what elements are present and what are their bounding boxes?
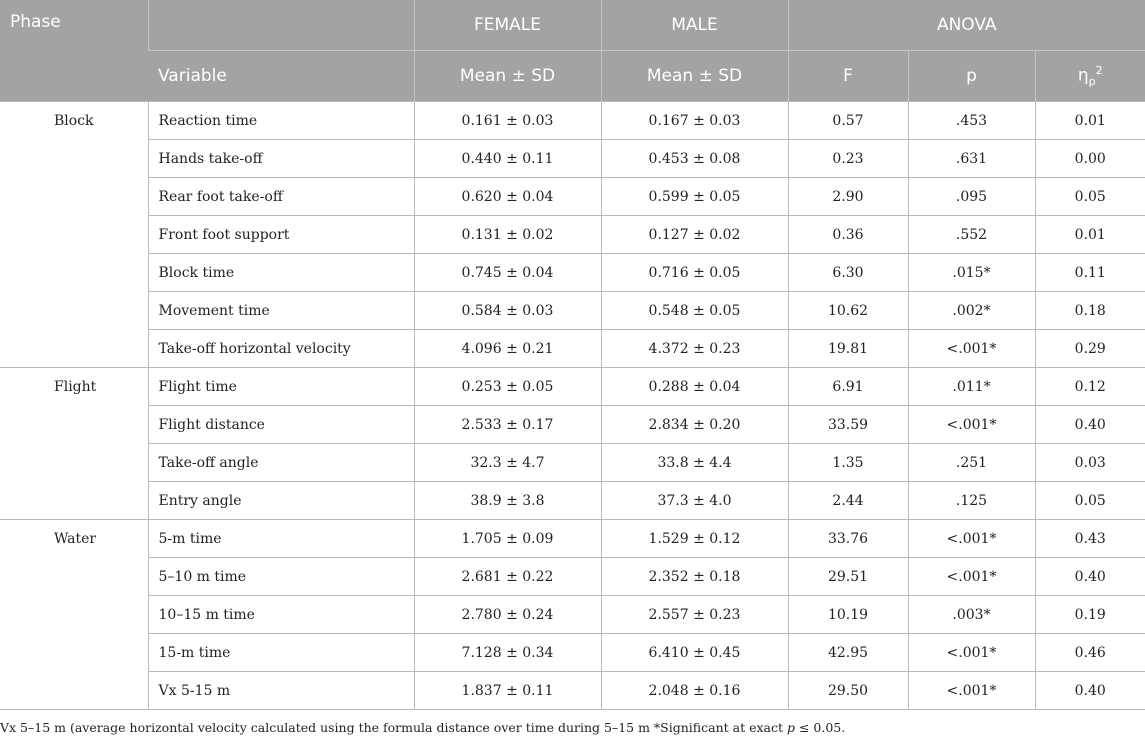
- eta-cell: 0.40: [1035, 558, 1145, 596]
- variable-cell: Rear foot take-off: [148, 178, 414, 216]
- variable-cell: Movement time: [148, 292, 414, 330]
- table-body: [0, 102, 1145, 710]
- male-cell: 0.167 ± 0.03: [601, 102, 788, 140]
- eta-cell: 0.12: [1035, 368, 1145, 406]
- table-row: [0, 254, 1145, 292]
- male-stat-header: Mean ± SD: [601, 51, 788, 102]
- eta-cell: 0.05: [1035, 482, 1145, 520]
- blank-header: [148, 0, 414, 51]
- table-row: [0, 634, 1145, 672]
- p-cell: <.001*: [908, 520, 1035, 558]
- f-cell: 42.95: [788, 634, 908, 672]
- female-header: FEMALE: [414, 0, 601, 51]
- p-cell: <.001*: [908, 406, 1035, 444]
- variable-cell: 10–15 m time: [148, 596, 414, 634]
- p-header: p: [908, 51, 1035, 102]
- female-cell: 0.584 ± 0.03: [414, 292, 601, 330]
- eta-symbol: η: [1077, 65, 1089, 86]
- table-row: [0, 406, 1145, 444]
- male-cell: 0.716 ± 0.05: [601, 254, 788, 292]
- variable-cell: Block time: [148, 254, 414, 292]
- eta-header: [1035, 51, 1145, 102]
- variable-cell: Hands take-off: [148, 140, 414, 178]
- variable-cell: Vx 5-15 m: [148, 672, 414, 710]
- female-cell: 0.440 ± 0.11: [414, 140, 601, 178]
- p-cell: .003*: [908, 596, 1035, 634]
- footnote-tail: ≤ 0.05.: [795, 720, 846, 735]
- table-row: [0, 520, 1145, 558]
- variable-cell: Front foot support: [148, 216, 414, 254]
- eta-cell: 0.01: [1035, 216, 1145, 254]
- eta-subscript: p: [1088, 75, 1096, 89]
- male-cell: 0.127 ± 0.02: [601, 216, 788, 254]
- table-row: [0, 178, 1145, 216]
- p-cell: .631: [908, 140, 1035, 178]
- female-cell: 2.780 ± 0.24: [414, 596, 601, 634]
- male-cell: 0.288 ± 0.04: [601, 368, 788, 406]
- table-row: [0, 444, 1145, 482]
- male-cell: 2.352 ± 0.18: [601, 558, 788, 596]
- male-cell: 4.372 ± 0.23: [601, 330, 788, 368]
- f-cell: 33.76: [788, 520, 908, 558]
- variable-cell: 15-m time: [148, 634, 414, 672]
- f-cell: 33.59: [788, 406, 908, 444]
- f-cell: 29.50: [788, 672, 908, 710]
- female-cell: 0.253 ± 0.05: [414, 368, 601, 406]
- female-cell: 0.131 ± 0.02: [414, 216, 601, 254]
- male-cell: 0.599 ± 0.05: [601, 178, 788, 216]
- variable-column-header: Variable: [148, 51, 414, 102]
- eta-superscript: 2: [1095, 63, 1103, 77]
- f-cell: 10.62: [788, 292, 908, 330]
- table-row: [0, 558, 1145, 596]
- p-cell: <.001*: [908, 558, 1035, 596]
- female-cell: 0.620 ± 0.04: [414, 178, 601, 216]
- eta-cell: 0.43: [1035, 520, 1145, 558]
- female-cell: 32.3 ± 4.7: [414, 444, 601, 482]
- phase-cell-block: Block: [0, 102, 148, 368]
- p-cell: .125: [908, 482, 1035, 520]
- variable-cell: Reaction time: [148, 102, 414, 140]
- p-cell: .251: [908, 444, 1035, 482]
- eta-cell: 0.18: [1035, 292, 1145, 330]
- p-cell: .015*: [908, 254, 1035, 292]
- female-cell: 1.705 ± 0.09: [414, 520, 601, 558]
- p-cell: .002*: [908, 292, 1035, 330]
- table-row: [0, 672, 1145, 710]
- variable-cell: 5-m time: [148, 520, 414, 558]
- female-cell: 4.096 ± 0.21: [414, 330, 601, 368]
- table-row: [0, 292, 1145, 330]
- table-row: [0, 216, 1145, 254]
- eta-cell: 0.40: [1035, 406, 1145, 444]
- f-cell: 2.44: [788, 482, 908, 520]
- eta-cell: 0.40: [1035, 672, 1145, 710]
- p-cell: <.001*: [908, 330, 1035, 368]
- f-cell: 10.19: [788, 596, 908, 634]
- phase-column-header: Phase: [0, 0, 148, 102]
- f-cell: 1.35: [788, 444, 908, 482]
- phase-cell-flight: Flight: [0, 368, 148, 520]
- footnote-p-symbol: p: [786, 720, 795, 735]
- variable-cell: Take-off angle: [148, 444, 414, 482]
- variable-cell: Entry angle: [148, 482, 414, 520]
- table-row: [0, 596, 1145, 634]
- f-cell: 6.91: [788, 368, 908, 406]
- eta-cell: 0.29: [1035, 330, 1145, 368]
- male-header: MALE: [601, 0, 788, 51]
- f-cell: 0.23: [788, 140, 908, 178]
- table-row: [0, 482, 1145, 520]
- anova-header: ANOVA: [788, 0, 1145, 51]
- male-cell: 33.8 ± 4.4: [601, 444, 788, 482]
- eta-cell: 0.05: [1035, 178, 1145, 216]
- eta-cell: 0.01: [1035, 102, 1145, 140]
- eta-cell: 0.00: [1035, 140, 1145, 178]
- male-cell: 2.557 ± 0.23: [601, 596, 788, 634]
- female-cell: 1.837 ± 0.11: [414, 672, 601, 710]
- table-header: [0, 0, 1145, 102]
- phase-cell-water: Water: [0, 520, 148, 710]
- eta-cell: 0.03: [1035, 444, 1145, 482]
- female-cell: 7.128 ± 0.34: [414, 634, 601, 672]
- f-cell: 6.30: [788, 254, 908, 292]
- eta-cell: 0.19: [1035, 596, 1145, 634]
- eta-cell: 0.46: [1035, 634, 1145, 672]
- f-cell: 0.57: [788, 102, 908, 140]
- p-cell: .552: [908, 216, 1035, 254]
- table-row: [0, 330, 1145, 368]
- variable-cell: Flight time: [148, 368, 414, 406]
- male-cell: 6.410 ± 0.45: [601, 634, 788, 672]
- p-cell: <.001*: [908, 634, 1035, 672]
- female-stat-header: Mean ± SD: [414, 51, 601, 102]
- variable-cell: Take-off horizontal velocity: [148, 330, 414, 368]
- f-cell: 19.81: [788, 330, 908, 368]
- footnote-text: Vx 5–15 m (average horizontal velocity calculated using the formula distance over time during 5–15 m *Significant at exact: [0, 720, 787, 735]
- male-cell: 0.548 ± 0.05: [601, 292, 788, 330]
- female-cell: 0.745 ± 0.04: [414, 254, 601, 292]
- male-cell: 2.048 ± 0.16: [601, 672, 788, 710]
- f-cell: 0.36: [788, 216, 908, 254]
- p-cell: .095: [908, 178, 1035, 216]
- female-cell: 38.9 ± 3.8: [414, 482, 601, 520]
- p-cell: .453: [908, 102, 1035, 140]
- f-cell: 29.51: [788, 558, 908, 596]
- f-cell: 2.90: [788, 178, 908, 216]
- male-cell: 37.3 ± 4.0: [601, 482, 788, 520]
- p-cell: .011*: [908, 368, 1035, 406]
- female-cell: 0.161 ± 0.03: [414, 102, 601, 140]
- variable-cell: Flight distance: [148, 406, 414, 444]
- female-cell: 2.533 ± 0.17: [414, 406, 601, 444]
- p-cell: <.001*: [908, 672, 1035, 710]
- table-row: [0, 368, 1145, 406]
- male-cell: 0.453 ± 0.08: [601, 140, 788, 178]
- eta-cell: 0.11: [1035, 254, 1145, 292]
- table-row: [0, 140, 1145, 178]
- male-cell: 1.529 ± 0.12: [601, 520, 788, 558]
- variable-cell: 5–10 m time: [148, 558, 414, 596]
- f-header: F: [788, 51, 908, 102]
- female-cell: 2.681 ± 0.22: [414, 558, 601, 596]
- table-footnote: [0, 710, 1145, 735]
- male-cell: 2.834 ± 0.20: [601, 406, 788, 444]
- table-row: [0, 102, 1145, 140]
